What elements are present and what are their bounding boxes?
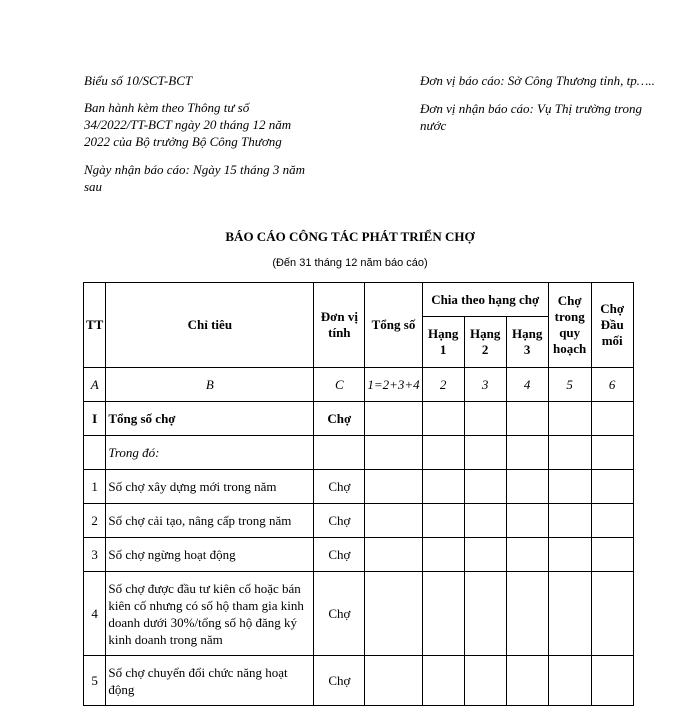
table-row [84, 538, 634, 572]
row-unit: Chợ [314, 470, 365, 504]
header-total: Tổng số [365, 283, 422, 368]
value-cell [464, 402, 506, 436]
value-cell [548, 470, 591, 504]
value-cell [548, 436, 591, 470]
code-cell: 5 [548, 368, 591, 402]
value-cell [506, 572, 548, 656]
row-unit: Chợ [314, 538, 365, 572]
header-right [420, 72, 660, 144]
row-unit: Chợ [314, 656, 365, 706]
value-cell [422, 538, 464, 572]
value-cell [464, 470, 506, 504]
code-cell: 4 [506, 368, 548, 402]
value-cell [365, 572, 422, 656]
report-title: BÁO CÁO CÔNG TÁC PHÁT TRIỂN CHỢ [225, 229, 475, 244]
value-cell [506, 504, 548, 538]
value-cell [548, 402, 591, 436]
header-tt: TT [84, 283, 106, 368]
row-unit [314, 436, 365, 470]
value-cell [591, 436, 633, 470]
row-label: Trong đó: [106, 436, 314, 470]
value-cell [591, 656, 633, 706]
value-cell [422, 436, 464, 470]
row-tt [84, 436, 106, 470]
header-class3: Hạng 3 [506, 317, 548, 368]
reporting-unit-text: Đơn vị báo cáo: Sở Công Thương tỉnh, tp….. [420, 73, 655, 88]
value-cell [365, 470, 422, 504]
receive-date-text: Ngày nhận báo cáo: Ngày 15 tháng 3 năm sau [84, 162, 305, 194]
receiving-unit-text: Đơn vị nhận báo cáo: Vụ Thị trường trong nước [420, 101, 642, 133]
form-number: Biểu số 10/SCT-BCT [84, 73, 193, 88]
value-cell [548, 504, 591, 538]
table-row [84, 402, 634, 436]
table-row [84, 656, 634, 706]
value-cell [464, 656, 506, 706]
value-cell [464, 572, 506, 656]
header-row-1 [84, 283, 634, 317]
value-cell [506, 656, 548, 706]
value-cell [591, 538, 633, 572]
row-tt: 3 [84, 538, 106, 572]
value-cell [365, 436, 422, 470]
value-cell [365, 402, 422, 436]
code-cell: 6 [591, 368, 633, 402]
header-planned: Chợ trong quy hoạch [548, 283, 591, 368]
row-tt: 1 [84, 470, 106, 504]
value-cell [591, 402, 633, 436]
header-indicator: Chỉ tiêu [106, 283, 314, 368]
row-tt: 4 [84, 572, 106, 656]
row-tt: 2 [84, 504, 106, 538]
row-unit: Chợ [314, 402, 365, 436]
table-row [84, 436, 634, 470]
issued-by-text: Ban hành kèm theo Thông tư số 34/2022/TT-BCT ngày 20 tháng 12 năm 2022 của Bộ trưởng Bộ Công Thương [84, 100, 292, 149]
table-row [84, 470, 634, 504]
value-cell [422, 656, 464, 706]
value-cell [506, 436, 548, 470]
code-cell: B [106, 368, 314, 402]
row-unit: Chợ [314, 504, 365, 538]
code-cell: A [84, 368, 106, 402]
value-cell [464, 504, 506, 538]
row-label: Số chợ cải tạo, nâng cấp trong năm [106, 504, 314, 538]
value-cell [591, 572, 633, 656]
code-cell: 3 [464, 368, 506, 402]
row-label: Tổng số chợ [106, 402, 314, 436]
value-cell [422, 504, 464, 538]
value-cell [464, 538, 506, 572]
header-by-class: Chia theo hạng chợ [422, 283, 548, 317]
header-wholesale: Chợ Đầu mối [591, 283, 633, 368]
report-subtitle: (Đến 31 tháng 12 năm báo cáo) [272, 257, 428, 269]
row-label: Số chợ chuyển đổi chức năng hoạt động [106, 656, 314, 706]
row-label: Số chợ xây dựng mới trong năm [106, 470, 314, 504]
value-cell [548, 538, 591, 572]
value-cell [591, 504, 633, 538]
code-cell: C [314, 368, 365, 402]
row-tt: I [84, 402, 106, 436]
value-cell [422, 572, 464, 656]
row-tt: 5 [84, 656, 106, 706]
value-cell [365, 656, 422, 706]
code-cell: 1=2+3+4 [365, 368, 422, 402]
header-class2: Hạng 2 [464, 317, 506, 368]
table-row [84, 572, 634, 656]
value-cell [365, 504, 422, 538]
value-cell [506, 538, 548, 572]
header-unit: Đơn vị tính [314, 283, 365, 368]
value-cell [422, 470, 464, 504]
code-cell: 2 [422, 368, 464, 402]
report-table [83, 282, 634, 706]
value-cell [506, 470, 548, 504]
value-cell [422, 402, 464, 436]
table-row [84, 504, 634, 538]
value-cell [464, 436, 506, 470]
header-left [84, 72, 316, 205]
row-label: Số chợ ngừng hoạt động [106, 538, 314, 572]
code-row [84, 368, 634, 402]
header-class1: Hạng 1 [422, 317, 464, 368]
value-cell [365, 538, 422, 572]
value-cell [591, 470, 633, 504]
row-unit: Chợ [314, 572, 365, 656]
row-label: Số chợ được đầu tư kiên cố hoặc bán kiên cố nhưng có số hộ tham gia kinh doanh dưới 30%/tổng số hộ đăng ký kinh doanh trong năm [106, 572, 314, 656]
value-cell [548, 572, 591, 656]
value-cell [506, 402, 548, 436]
value-cell [548, 656, 591, 706]
